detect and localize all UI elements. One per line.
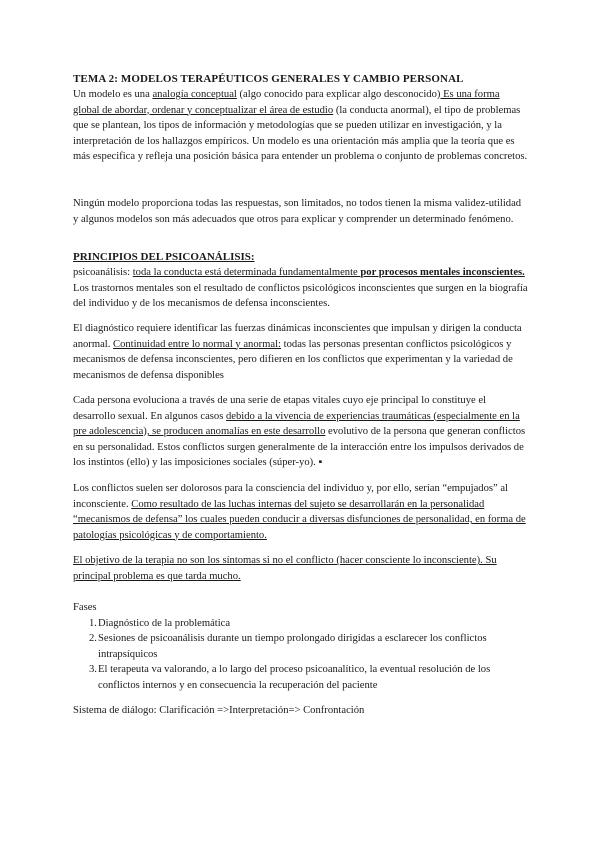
page-title: TEMA 2: MODELOS TERAPÉUTICOS GENERALES Y CAMBIO PERSONAL: [73, 73, 464, 85]
phase-text: El terapeuta va valorando, a lo largo del proceso psicoanalítico, la eventual resolución de los conflictos internos y en consecuencia la recuperación del paciente: [98, 664, 491, 691]
text-span: psicoanálisis:: [73, 267, 133, 278]
underlined-text: Continuidad entre lo normal y anormal:: [113, 338, 282, 350]
paragraph-diagnosis: [73, 321, 528, 383]
paragraph-psychoanalysis-definition: [73, 265, 528, 312]
underlined-text: analogía conceptual: [152, 89, 237, 100]
text-span: El diagnóstico requiere identificar las fuerzas dinámicas inconscientes que impulsan y dirigen la conducta anormal.: [73, 323, 522, 350]
paragraph-dialogue-system: Sistema de diálogo: Clarificación =>Interpretación=> Confrontación: [73, 705, 365, 716]
list-number: 1.: [89, 617, 97, 629]
text-span: Los conflictos suelen ser dolorosos para la consciencia del individuo y, por ello, serían “empujados” al inconsciente.: [73, 483, 509, 510]
phases-section: [73, 600, 528, 693]
bold-underlined-text: por procesos mentales inconscientes.: [360, 267, 525, 278]
text-span: (algo conocido para explicar algo desconocido): [236, 89, 441, 100]
text-span: Cada persona evoluciona a través de una serie de etapas vitales cuyo eje principal lo constituye el desarrollo sexual. En algunos casos: [73, 395, 486, 422]
paragraph-model-definition: [73, 87, 528, 165]
phase-text: Diagnóstico de la problemática: [98, 617, 231, 629]
section-heading-psychoanalysis: PRINCIPIOS DEL PSICOANÁLISIS:: [73, 251, 255, 263]
text-span: (la conducta anormal), el tipo de problemas que se plantean, los tipos de información y metodologías que se pueden utilizar en investigación, y la interpretación de los hallazgos empíricos. Un modelo es una orientación más amplia que la teoría que es más especifica y refleja una posición básica para entender un problema o conjunto de problemas concretos.: [73, 104, 528, 162]
phase-item: [73, 616, 528, 632]
phases-label: Fases: [73, 602, 97, 613]
phase-item: [73, 631, 528, 662]
text-span: evolutivo de la persona que generan conflictos en su personalidad. Estos conflictos surgen generalmente de la interacción entre los impulsos derivados de los instintos (ello) y las imposiciones sociales (súper-yo). ▪: [73, 426, 526, 468]
paragraph-therapy-objective: El objetivo de la terapia no son los síntomas si no el conflicto (hacer consciente lo inconsciente). Su principal problema es que tarda mucho.: [73, 555, 497, 582]
list-number: 2.: [89, 633, 97, 644]
phase-item: [73, 662, 528, 693]
text-span: Un modelo es una: [73, 89, 153, 100]
paragraph-conflicts: [73, 481, 528, 543]
underlined-text: Como resultado de las luchas internas del sujeto se desarrollarán en la personalidad “mecanismos de defensa” los cuales pueden conducir a diversas disfunciones de personalidad, en forma de patologías psicológicas y de comportamiento.: [73, 498, 526, 541]
paragraph-development: [73, 393, 528, 471]
list-number: 3.: [89, 664, 97, 675]
underlined-text: toda la conducta está determinada fundamentalmente: [132, 267, 361, 278]
text-span: Los trastornos mentales son el resultado de conflictos psicológicos inconscientes que surgen en la biografía del individuo y de los mecanismos de defensa inconscientes.: [73, 282, 528, 309]
phases-list: [73, 616, 528, 694]
underlined-text: debido a la vivencia de experiencias traumáticas (especialmente en la pre adolescencia), se producen anomalías en este desarrollo: [73, 410, 520, 437]
text-span: todas las personas presentan conflictos psicológicos y mecanismos de defensa inconscientes, pero difieren en los conflictos que experimentan y la variedad de mecanismos de defensa disponibles: [73, 338, 513, 381]
phase-text: Sesiones de psicoanálisis durante un tiempo prolongado dirigidas a esclarecer los conflictos intrapsíquicos: [98, 633, 487, 660]
underlined-text: Es una forma global de abordar, ordenar y conceptualizar el área de estudio: [73, 89, 500, 116]
paragraph-model-limits: Ningún modelo proporciona todas las respuestas, son limitados, no todos tienen la misma validez-utilidad y algunos modelos son más adecuados que otros para explicar y comprender un determinado fenómeno.: [73, 198, 522, 225]
